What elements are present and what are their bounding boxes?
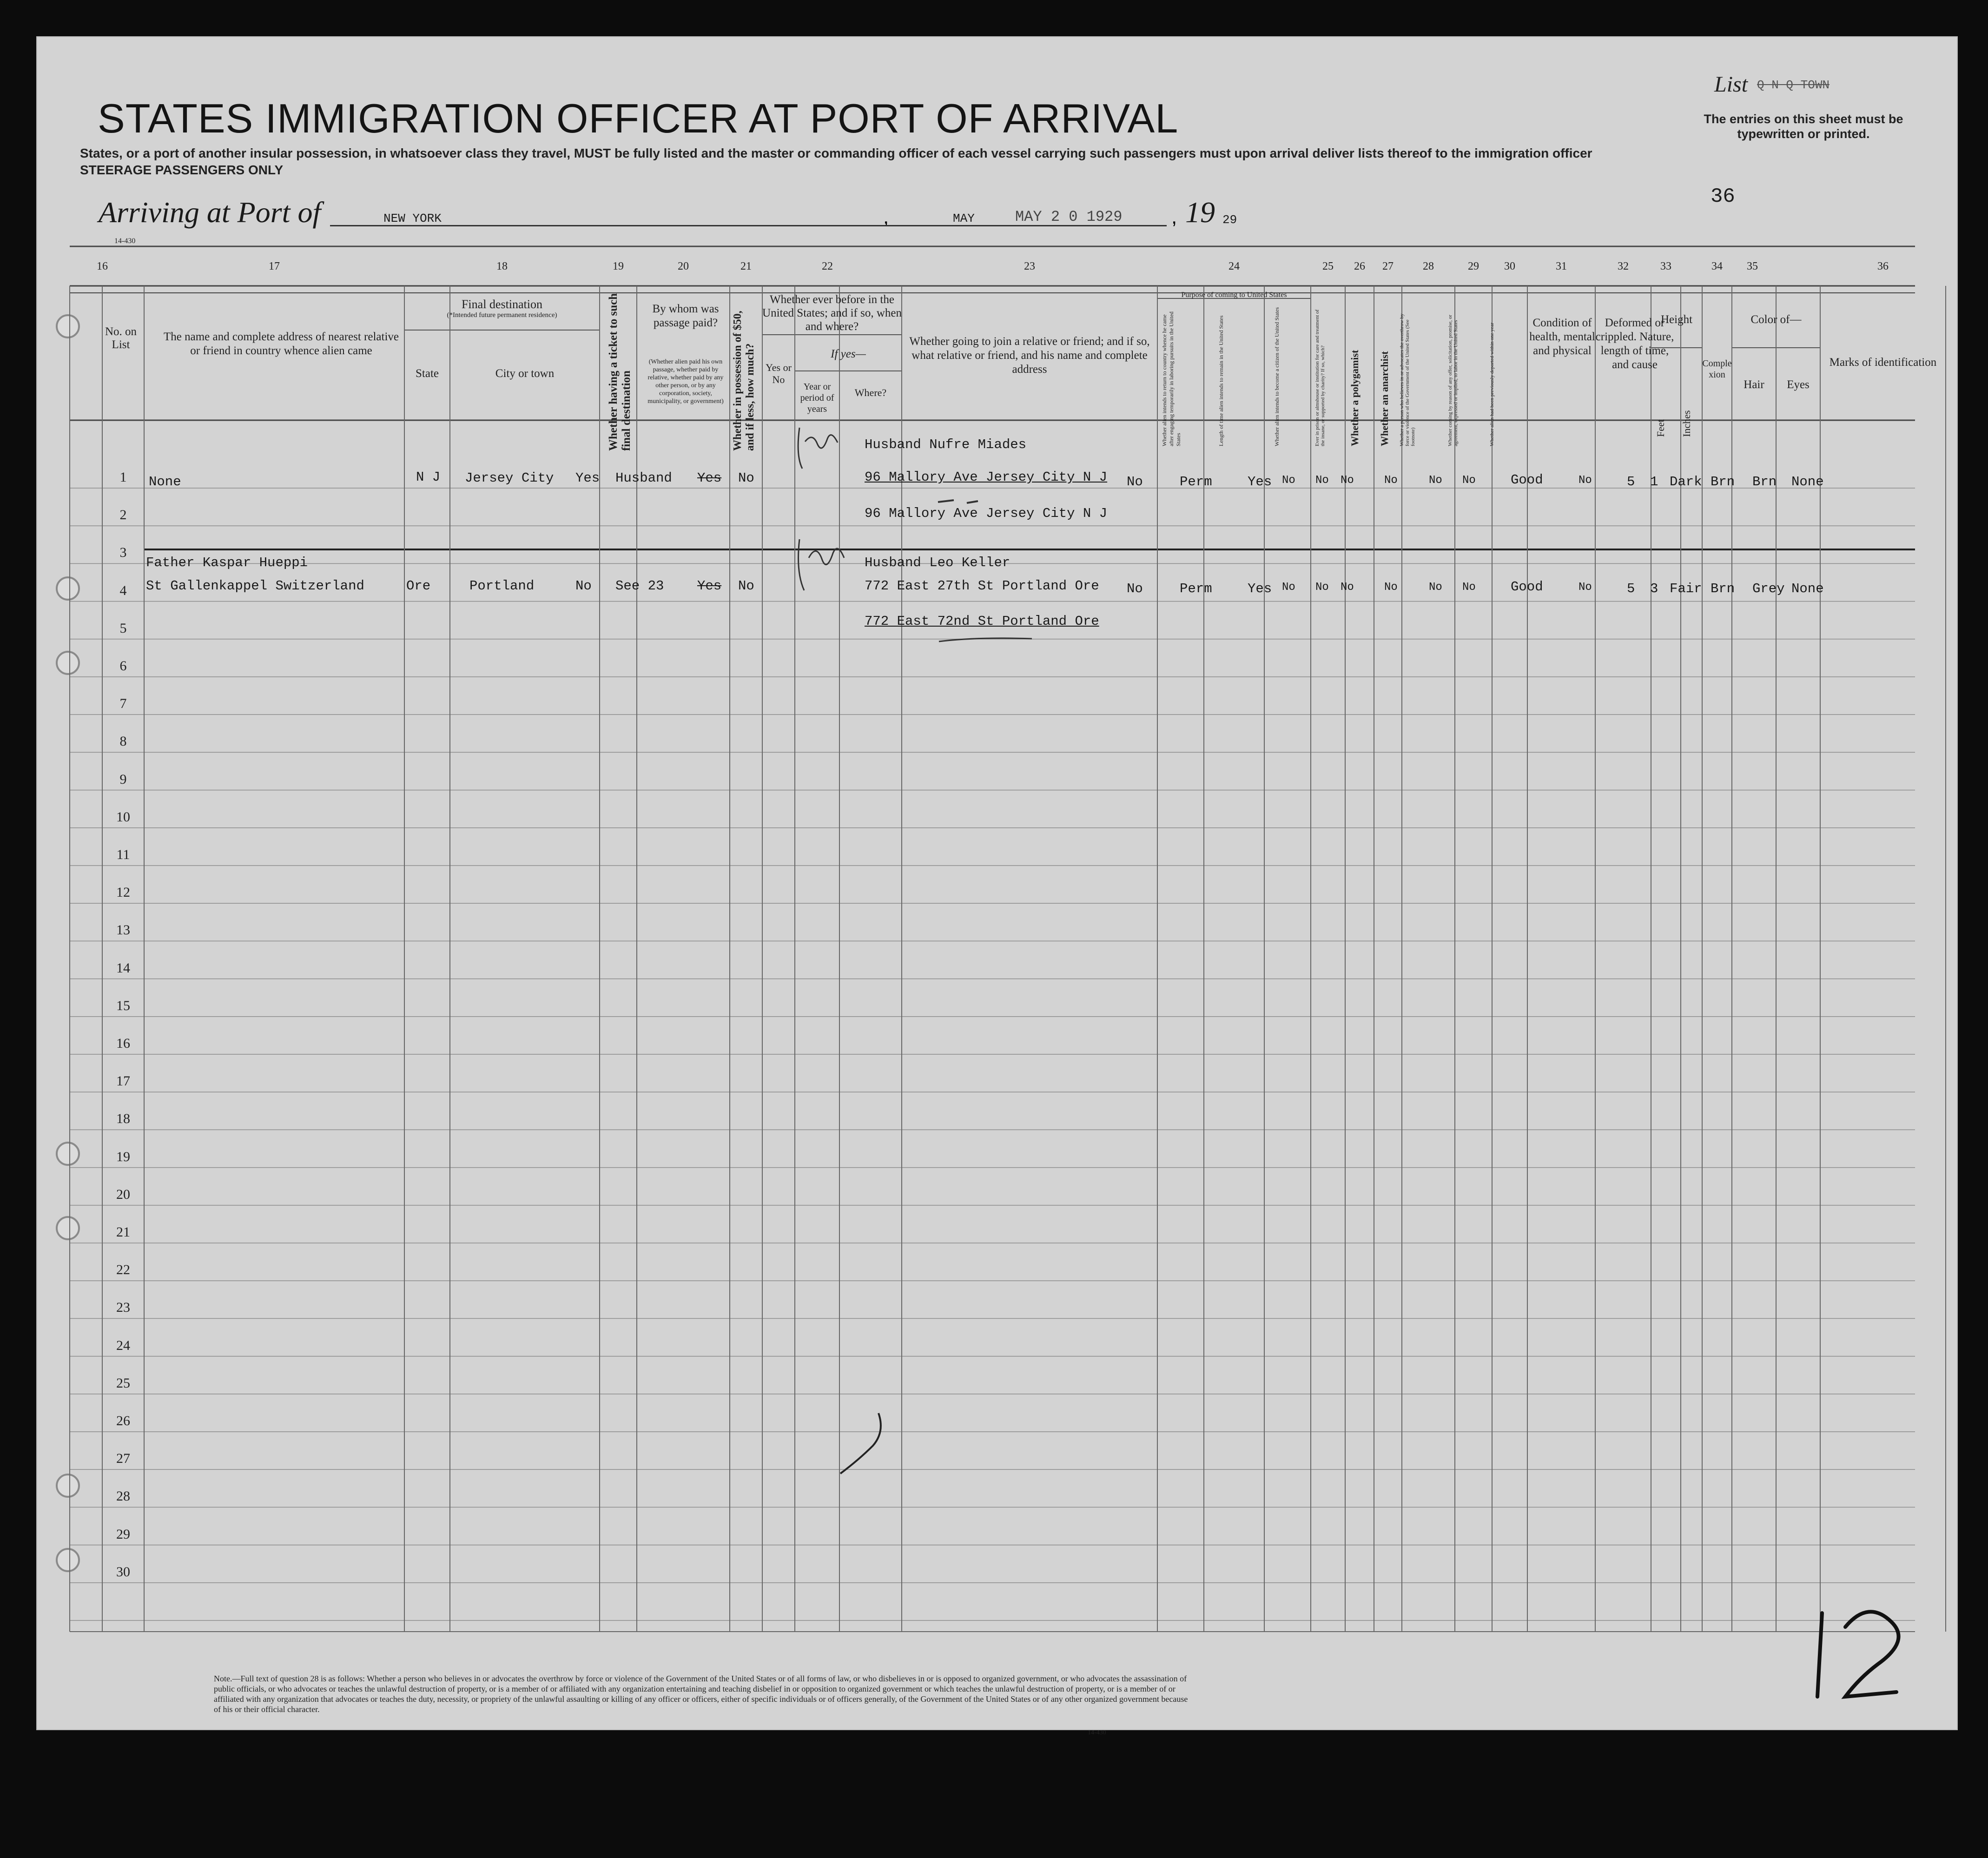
entry-4-q28: No: [1384, 581, 1398, 594]
entry-4-relative-line-1: Father Kaspar Hueppi: [146, 555, 308, 570]
header-height: Height: [1660, 313, 1693, 326]
entry-4-return: No: [1127, 581, 1143, 596]
header-fifty-dollars: Whether in possession of $50, and if less, how much?: [732, 311, 756, 451]
header-purpose-length: Length of time alien intends to remain in the United States: [1218, 315, 1224, 446]
row-number: 27: [116, 1451, 130, 1467]
entry-4-prison: No: [1282, 581, 1295, 594]
entry-4-q29: No: [1429, 581, 1442, 594]
row-number: 16: [116, 1036, 130, 1051]
header-prison: Ever in prison or almshouse or institution for care and treatment of the insane, or supported by charity? If so, which?: [1314, 309, 1326, 446]
entry-4-q30: No: [1462, 581, 1476, 594]
entry-1-state: N J: [416, 469, 441, 485]
entry-1-q30: No: [1462, 474, 1476, 487]
entry-1-paid-by: Husband: [615, 470, 672, 486]
entry-4-state: Ore: [406, 578, 431, 594]
row-number: 29: [116, 1526, 130, 1542]
row-number: 5: [119, 620, 127, 636]
entry-1-feet: 5: [1627, 474, 1635, 489]
handwritten-page-number-text: [37, 37, 38, 38]
row-number: 17: [116, 1073, 130, 1089]
column-number: 36: [1877, 260, 1889, 272]
entry-4-hair: Brn: [1711, 581, 1735, 596]
header-contract-labor: Whether coming by reason of any offer, solicitation, promise, or agreement, expressed or implied, to labor in the United States: [1447, 315, 1459, 446]
entry-1-eyes: Brn: [1752, 474, 1777, 489]
column-number: 32: [1618, 260, 1629, 272]
header-overthrow: Whether a person who believes in or advocates the overthrow by force or violence of the Government of the United States (See footnote): [1399, 313, 1416, 446]
header-polygamist: Whether a polygamist: [1349, 350, 1361, 446]
column-number: 34: [1711, 260, 1723, 272]
column-number: 19: [613, 260, 624, 272]
header-city: City or town: [495, 367, 555, 380]
entry-4-join-line-3: 772 East 72nd St Portland Ore: [865, 614, 1099, 629]
form-title: STATES IMMIGRATION OFFICER AT PORT OF ARRIVAL: [98, 95, 1179, 141]
header-where: Where?: [854, 387, 887, 398]
check-mark: [798, 428, 838, 469]
column-number: 26: [1354, 260, 1365, 272]
entry-4-ticket: No: [575, 578, 592, 594]
row-number: 3: [119, 545, 127, 561]
header-state: State: [416, 367, 439, 380]
header-passage-paid-note: (Whether alien paid his own passage, whether paid by relative, whether paid by any other person, or by any corporation, society, municipality, or government): [647, 358, 724, 405]
entry-1-before: No: [738, 470, 754, 486]
port-value: NEW YORK: [383, 212, 442, 225]
header-complexion: Complexion: [1702, 358, 1732, 380]
entry-4-join-line-1: Husband Leo Keller: [865, 555, 1011, 570]
column-number: 24: [1228, 260, 1240, 272]
header-eyes: Eyes: [1787, 378, 1810, 391]
entry-1-q28: No: [1384, 474, 1398, 487]
typewriter-note: The entries on this sheet must be typewritten or printed.: [1704, 112, 1903, 141]
entry-1-join-line-2: 96 Mallory Ave Jersey City N J: [865, 469, 1108, 485]
entry-1-join-line-1: Husband Nufre Miades: [865, 437, 1027, 452]
row-number: 20: [116, 1186, 130, 1202]
column-number: 21: [740, 260, 752, 272]
entry-4-polygamist: No: [1315, 581, 1329, 594]
header-color-of: Color of—: [1750, 313, 1802, 326]
row-number: 12: [116, 885, 130, 900]
handwritten-marks: [37, 37, 1957, 1729]
header-passage-paid: By whom was passage paid?: [652, 303, 719, 329]
instructions-line-2: STEERAGE PASSENGERS ONLY: [80, 163, 284, 177]
header-feet: Feet: [1655, 419, 1666, 437]
column-number: 35: [1747, 260, 1758, 272]
column-number: 23: [1024, 260, 1035, 272]
month-value: MAY: [953, 212, 975, 225]
entry-4-relative-line-2: St Gallenkappel Switzerland: [146, 578, 364, 594]
row-number: 28: [116, 1488, 130, 1504]
entry-1-relative: None: [149, 474, 181, 489]
header-ever-before: Whether ever before in the United States; and if so, when and where?: [762, 293, 902, 333]
entry-1-anarchist: No: [1341, 474, 1354, 487]
header-if-yes: If yes—: [831, 348, 866, 360]
column-number: 18: [496, 260, 508, 272]
entry-4-eyes: Grey: [1752, 581, 1785, 596]
sheet-number: 36: [1711, 185, 1735, 208]
entry-4-deformed: No: [1579, 581, 1592, 594]
entry-1-inches: 1: [1650, 474, 1658, 489]
row-number: 2: [119, 507, 127, 523]
entry-4-anarchist: No: [1341, 581, 1354, 594]
entry-1-hair: Brn: [1711, 474, 1735, 489]
header-yes-or-no: Yes or No: [766, 362, 792, 385]
entry-1-city: Jersey City: [465, 470, 554, 486]
row-number: 7: [119, 696, 127, 712]
entry-1-length: Perm: [1180, 474, 1212, 489]
entry-1-deformed: No: [1579, 474, 1592, 487]
column-number: 30: [1504, 260, 1515, 272]
entry-2-address: 96 Mallory Ave Jersey City N J: [865, 506, 1108, 521]
row-number: 8: [119, 734, 127, 749]
entry-4-health: Good: [1511, 579, 1543, 595]
header-deported: Whether alien had been previously deported within one year: [1489, 323, 1495, 446]
column-number: 20: [678, 260, 689, 272]
stray-mark: [840, 1413, 881, 1474]
header-final-destination: Final destination: [461, 298, 543, 311]
entry-4-money: Yes: [697, 578, 722, 594]
column-number: 27: [1382, 260, 1394, 272]
row-number: 30: [116, 1564, 130, 1580]
row-number: 10: [116, 809, 130, 825]
entry-1-citizen: Yes: [1248, 474, 1272, 489]
entry-1-q29: No: [1429, 474, 1442, 487]
row-number: 22: [116, 1262, 130, 1278]
entry-1-prison: No: [1282, 474, 1295, 487]
entry-1-polygamist: No: [1315, 474, 1329, 487]
column-number: 33: [1660, 260, 1671, 272]
entry-4-feet: 5: [1627, 581, 1635, 596]
row-number: 1: [119, 469, 127, 485]
arriving-label: Arriving at Port of: [99, 196, 321, 229]
row-number: 11: [116, 847, 130, 862]
entry-1-health: Good: [1511, 472, 1543, 488]
entry-4-marks: None: [1791, 581, 1824, 596]
page-number-strokes: [1817, 1612, 1899, 1697]
entry-1-ticket: Yes: [575, 470, 600, 486]
entry-4-complexion: Fair: [1670, 581, 1702, 596]
check-mark: [799, 539, 844, 590]
instructions-line-1: States, or a port of another insular possession, in whatsoever class they travel, MUST be fully listed and the master or commanding officer of each vessel carrying such passengers must upon arrival deliver lists thereof to the immigration officer: [80, 146, 1592, 160]
entry-4-length: Perm: [1180, 581, 1212, 596]
column-number: 22: [822, 260, 833, 272]
year-suffix: 29: [1222, 213, 1237, 227]
list-label: List: [1714, 72, 1748, 97]
row-number: 19: [116, 1149, 130, 1164]
row-number: 9: [119, 771, 127, 787]
row-number: 21: [116, 1224, 130, 1240]
row-number: 15: [116, 998, 130, 1013]
row-number: 6: [119, 658, 127, 674]
entry-4-join-line-2: 772 East 27th St Portland Ore: [865, 578, 1099, 594]
row-number: 13: [116, 922, 130, 938]
header-health: Condition of health, mental and physical: [1529, 317, 1595, 357]
row-number: 23: [116, 1300, 130, 1316]
row-number: 24: [116, 1337, 130, 1353]
row-number: 4: [119, 582, 127, 598]
row-number: 18: [116, 1111, 130, 1127]
row-number: 25: [116, 1375, 130, 1391]
header-no-on-list: No. on List: [105, 325, 137, 351]
entry-1-marks: None: [1791, 474, 1824, 489]
header-hair: Hair: [1744, 378, 1764, 391]
entry-4-citizen: Yes: [1248, 581, 1272, 596]
underline-mark: [938, 500, 978, 503]
entry-4-inches: 3: [1650, 581, 1658, 596]
column-number: 29: [1468, 260, 1479, 272]
header-ticket: Whether having a ticket to such final destination: [607, 293, 633, 451]
underline-mark: [939, 638, 1032, 641]
date-stamp: MAY 2 0 1929: [1015, 208, 1123, 225]
column-number: 25: [1322, 260, 1334, 272]
entry-4-before: No: [738, 578, 754, 594]
entry-1-money: Yes: [697, 470, 722, 486]
header-marks: Marks of identification: [1829, 356, 1937, 369]
header-purpose-return: Whether alien intends to return to country whence he came after engaging temporarily in laboring pursuits in the United States: [1161, 311, 1182, 446]
header-deformed: Deformed or crippled. Nature, length of time, and cause: [1595, 317, 1674, 371]
column-number: 17: [269, 260, 280, 272]
form-code-bottom: 14-430: [1088, 1729, 1106, 1736]
form-code-top: 14-430: [114, 237, 136, 245]
list-value: Q N Q TOWN: [1757, 78, 1830, 92]
entry-4-paid-by: See 23: [615, 578, 664, 594]
header-anarchist: Whether an anarchist: [1379, 351, 1390, 446]
column-number: 31: [1556, 260, 1567, 272]
year-prefix: 19: [1185, 196, 1215, 229]
header-purpose-citizen: Whether alien intends to become a citizen of the United States: [1274, 307, 1280, 446]
handwritten-page-number: [1803, 1599, 1915, 1711]
footnote: Note.—Full text of question 28 is as follows: Whether a person who believes in or advocates the overthrow by force or violence of the Government of the United States or of all forms of law, or who disbelieves in or is opposed to organized government, or who advocates the assassination of public officials, or who advocates or teaches the unlawful destruction of property, or is a member of or affiliated with any organization entertaining and teaching disbelief in or opposition to organized government or which teaches the unlawful destruction of property, or is a member of or affiliated with any organization that advocates or teaches the duty, necessity, or propriety of the unlawful assaulting or killing of any officer or officers, either of specific individuals or of officers generally, of the Government of the United States or of any other organized government because of his or their official character.: [214, 1674, 1188, 1714]
header-nearest-relative: The name and complete address of nearest relative or friend in country whence alien came: [163, 331, 399, 357]
header-purpose: Purpose of coming to United States: [1181, 291, 1287, 299]
column-number: 16: [97, 260, 108, 272]
column-number: 28: [1423, 260, 1434, 272]
manifest-sheet: STATES IMMIGRATION OFFICER AT PORT OF ARRIVAL States, or a port of another insular possession, in whatsoever class they travel, MUST be fully listed and the master or commanding officer of each vessel carrying such passengers must upon arrival deliver lists thereof to the immigration officer STEERAGE PASSENGERS ONLY List Q N Q TOWN The entries on this sheet must be typewritten or printed. Arriving at Port of NEW YORK , MAY MAY 2 0 1929 , 19 29 36 14-430 16 17 18 19 20 21 22 23 24 25 26 27 28 29 30 31 32 33 34 35 36 No. on List The name and complete address of nearest relative or friend in country whence alien came Final destination (*Intended future permanent residence) State City or town Whether having a ticket to such final destination By whom was passage paid? (Whether alien paid his own passage, whether paid by relative, whether paid by any other person, or by any corporation, society, municipality, or government) Whether in possession of $50, and if less, how much? Whether ever before in the United States; and if so, when and where? Yes or No If yes— Year or period of years Where? Whether going to join a relative or friend; and if so, what relative or friend, and his name and complete address Purpose of coming to United States Whether alien intends to return to country whence he came after engaging temporarily in laboring pursuits in the United States Length of time alien intends to remain in the United States Whether alien intends to become a citizen of the United States Ever in prison or almshouse or institution for care and treatment of the insane, or supported by charity? If so, which? Whether a polygamist Whether an anarchist Whether a person who believes in or advocates the overthrow by force or violence of the Government of the United States (See footnote) Whether coming by reason of any offer, solicitation, promise, or agreement, expressed or implied, to labor in the United States Whether alien had been previously deported within one year Condition of health, mental and physical Deformed or crippled. Nature, length of time, and cause Height Feet Inches Complexion Color of— Hair Eyes Marks of identification 1 2 3 4 5 6 7 8 9 10 11 12 13 14 15 16 17 18 19 20 21 22 23 24 25 26 27 28 29 30 None N J Jersey City Yes Husband Yes No Husband Nufre Miades 96 Mallory Ave Jersey City N J No Perm Yes No No No No No No Good No 5 1 Dark Brn Brn None 96 Mallory Ave Jersey City N J Father Kaspar Hueppi St Gallenkappel Switzerland Ore Portland No See 23 Yes No Husband Leo Keller 772 East 27th St Portland Ore 772 East 72nd St Portland Ore No Perm Yes No No No No No No Good No 5 3 Fair Brn Grey None Note.—Full text of question 28 is as follows: Whether a person who believes in or advocates the overthrow by force or violence of the Government of the United States or of all forms of law, or who disbelieves in or is opposed to organized government, or who advocates the assassination of public officials, or who advocates or teaches the unlawful destruction of property, or is a member of or affiliated with any organization entertaining and teaching disbelief in or opposition to organized government or which teaches the unlawful destruction of property, or is a member of or affiliated with any organization that advocates or teaches the duty, necessity, or propriety of the unlawful assaulting or killing of any officer or officers, either of specific individuals or of officers generally, of the Government of the United States or of any other organized government because of his or their official character. 14-430: [36, 36, 1958, 1730]
header-join-relative: Whether going to join a relative or friend; and if so, what relative or friend, and his name and complete address: [909, 335, 1150, 376]
row-number: 14: [116, 960, 130, 976]
entry-1-complexion: Dark: [1670, 474, 1702, 489]
header-year-period: Year or period of years: [800, 382, 834, 414]
header-final-destination-note: (*Intended future permanent residence): [447, 311, 557, 319]
header-inches: Inches: [1681, 410, 1692, 437]
entry-1-return: No: [1127, 474, 1143, 489]
row-number: 26: [116, 1413, 130, 1428]
entry-4-city: Portland: [469, 578, 535, 594]
